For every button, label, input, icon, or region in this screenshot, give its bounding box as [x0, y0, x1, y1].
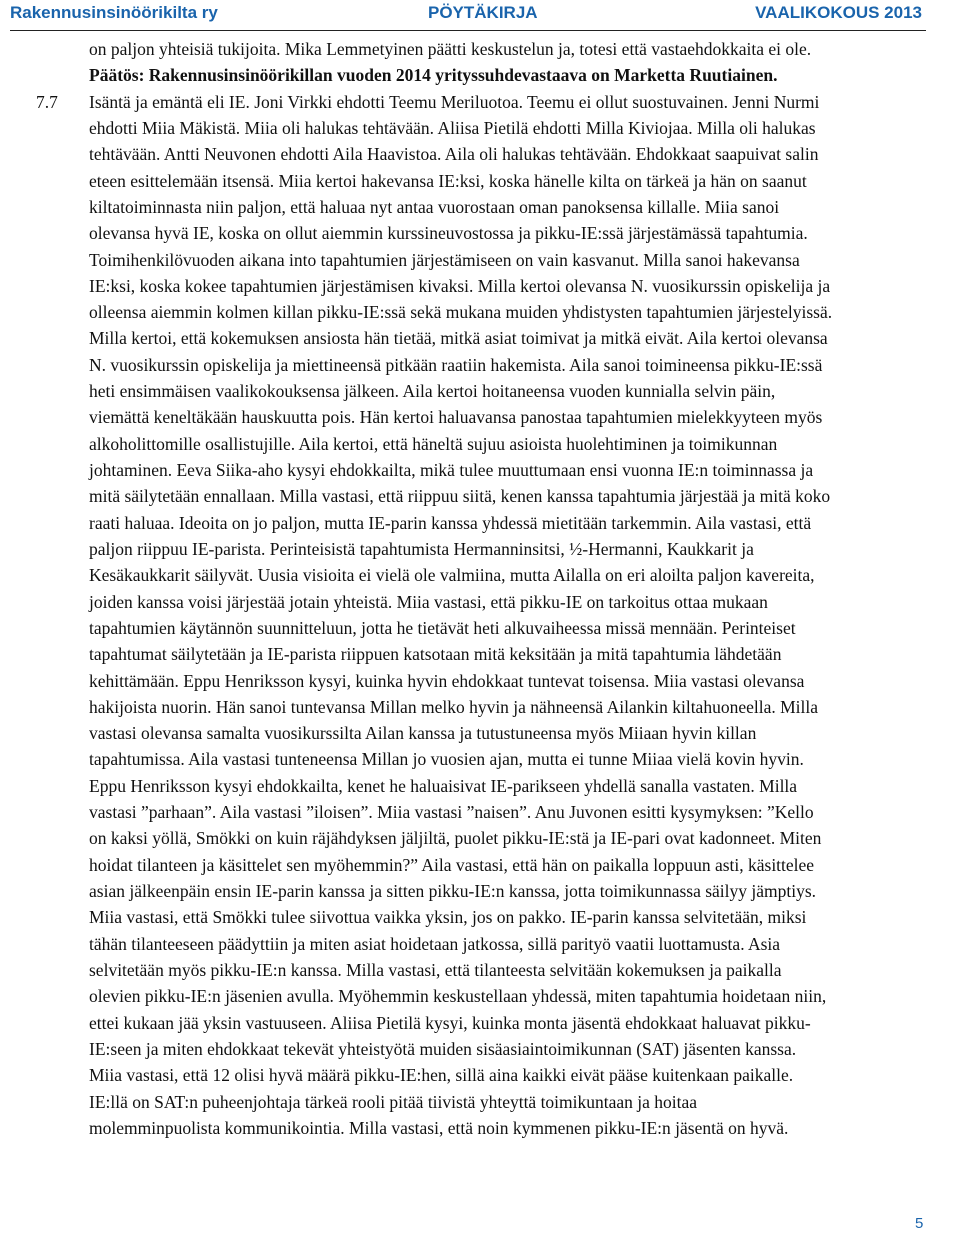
- text-line: Milla kertoi, että kokemuksen ansiosta hän tietää, mitkä asiat toimivat ja mitkä eivät. Aila kertoi olevansa: [89, 328, 828, 349]
- text-line: hoidat tilanteen ja käsittelet sen myöhemmin?” Aila vastasi, että hän on paikalla loppuun asti, käsittelee: [89, 854, 815, 875]
- text-line: IE:ksi, koska kokee tapahtumien järjestämisen kivaksi. Milla kertoi olevansa N. vuosikurssin opiskelija ja: [89, 275, 831, 296]
- text-line: Isäntä ja emäntä eli IE. Joni Virkki ehdotti Teemu Meriluotoa. Teemu ei ollut suostuvainen. Jenni Nurmi: [89, 91, 820, 112]
- text-line: vastasi olevansa samalta vuosikurssilta Ailan kanssa ja tutustuneensa myös Miiaan hyvin killan: [89, 723, 757, 744]
- text-line: hakijoista nuorin. Hän sanoi tuntevansa Millan melko hyvin ja nähneensä Ailankin kiltahuoneella. Milla: [89, 696, 819, 717]
- text-line: tapahtumissa. Aila vastasi tunteneensa Millan jo vuosien ajan, mutta ei tunne Miiaa vielä kovin hyvin.: [89, 749, 804, 770]
- text-line: mitä säilytetään ennallaan. Milla vastasi, että riippuu siitä, kenen kanssa tapahtumia järjestää ja mitä koko: [89, 486, 831, 507]
- text-line: Eppu Henriksson kysyi ehdokkailta, kenet he haluaisivat IE-parikseen yhdellä sanalla vastaten. Milla: [89, 775, 798, 796]
- text-line: kehittämään. Eppu Henriksson kysyi, kuinka hyvin ehdokkaat tuntevat toisensa. Miia vastasi olevansa: [89, 670, 805, 691]
- text-line: joiden kanssa voisi järjestää jotain yhteistä. Miia vastasi, että pikku-IE on tarkoitus ottaa mukaan: [89, 591, 768, 612]
- meeting-title: VAALIKOKOUS 2013: [755, 3, 922, 22]
- text-line: ettei kukaan jää yksin vastuuseen. Aliisa Pietilä kysyi, kuinka monta jäsentä ehdokkaat haluavat pikku-: [89, 1012, 811, 1033]
- text-line: on kaksi yöllä, Smökki on kuin räjähdyksen jäljiltä, puolet pikku-IE:stä ja IE-pari ovat kadonneet. Miten: [89, 828, 822, 849]
- text-line: vastasi ”parhaan”. Aila vastasi ”iloisen”. Miia vastasi ”naisen”. Anu Juvonen esitti kysymyksen: ”Kello: [89, 802, 814, 823]
- text-line: viemättä keneltäkään hauskuutta pois. Hän kertoi haluavansa panostaa tapahtumien mielekkyyteen myös: [89, 407, 823, 428]
- text-line: eteen esittelemään itsensä. Miia kertoi hakevansa IE:ksi, koska hänelle kilta on tärkeä ja hän on saanut: [89, 170, 807, 191]
- text-line: tehtävään. Antti Neuvonen ehdotti Aila Haavistoa. Aila oli halukas tehtävään. Ehdokkaat saapuivat salin: [89, 144, 819, 165]
- text-line: Miia vastasi, että Smökki tulee siivottua vaikka yksin, jos on pakko. IE-parin kanssa selvitetään, miksi: [89, 907, 807, 928]
- text-line: paljon riippuu IE-parista. Perinteisistä tapahtumista Hermanninsitsi, ½-Hermanni, Kaukkarit ja: [89, 538, 754, 559]
- decision-line: Päätös: Rakennusinsinöörikillan vuoden 2014 yrityssuhdevastaava on Marketta Ruutiainen.: [89, 65, 778, 86]
- text-line: IE:seen ja miten ehdokkaat tekevät yhteistyötä muiden sisäasiaintoimikunnan (SAT) jäsenten kanssa.: [89, 1038, 797, 1059]
- text-line: heti ensimmäisen vaalikokouksensa jälkeen. Aila kertoi hoitaneensa vuoden kunnialla selvin päin,: [89, 381, 776, 402]
- text-line: olevien pikku-IE:n jäsenien avulla. Myöhemmin keskustellaan yhdessä, miten tapahtumia hoidetaan niin,: [89, 986, 827, 1007]
- text-line: IE:llä on SAT:n puheenjohtaja tärkeä rooli pitää tiivistä yhteyttä toimikuntaan ja hoitaa: [89, 1091, 698, 1112]
- minutes-body: [36, 36, 959, 1141]
- header-rule: [10, 30, 926, 31]
- text-line: kiltatoiminnasta niin paljon, että haluaa nyt antaa vuorostaan oman panoksensa killalle. Miia sanoi: [89, 196, 780, 217]
- doc-type: PÖYTÄKIRJA: [428, 3, 538, 22]
- section-heading-line: [36, 89, 959, 115]
- page-number: 5: [915, 1215, 924, 1232]
- text-line: Toimihenkilövuoden aikana into tapahtumien järjestämiseen on vain kasvanut. Milla sanoi hakevansa: [89, 249, 800, 270]
- text-line: olevansa hyvä IE, koska on ollut aiemmin kurssineuvostossa ja pikku-IE:ssä järjestämässä tapahtumia.: [89, 223, 808, 244]
- org-name: Rakennusinsinöörikilta ry: [10, 3, 218, 22]
- text-line: Miia vastasi, että 12 olisi hyvä määrä pikku-IE:hen, sillä aina kaikki eivät pääse kuitenkaan paikalle.: [89, 1065, 794, 1086]
- text-line: alkoholittomille osallistujille. Aila kertoi, että häneltä sujuu asioista huolehtiminen ja toimikunnan: [89, 433, 778, 454]
- section-number: 7.7: [36, 91, 58, 112]
- text-line: molemminpuolista kommunikointia. Milla vastasi, että noin kymmenen pikku-IE:n jäsentä on hyvä.: [89, 1117, 789, 1138]
- text-line: tapahtumat säilytetään ja IE-parista riippuen katsotaan mitä keksitään ja mitä tapahtumia lähdetään: [89, 644, 782, 665]
- text-line: asian jälkeenpäin ensin IE-parin kanssa ja sitten pikku-IE:n kanssa, jotta toimikunnassa säilyy jämptiys.: [89, 881, 817, 901]
- text-line: selvitetään myös pikku-IE:n kanssa. Milla vastasi, että tilanteesta selvitään kokemuksen ja paikalla: [89, 959, 782, 980]
- text-line: olleensa aiemmin kolmen killan pikku-IE:ssä sekä mukana muiden yhdistysten tapahtumien järjestelyissä.: [89, 302, 833, 323]
- text-line: raati haluaa. Ideoita on jo paljon, mutta IE-parin kanssa yhdessä mietitään tarkemmin. Aila vastasi, että: [89, 512, 812, 533]
- text-line: Kesäkaukkarit säilyvät. Uusia visioita ei vielä ole valmiina, mutta Ailalla on eri aloilta paljon kavereita,: [89, 565, 815, 586]
- text-line: tähän tilanteeseen päädyttiin ja miten asiat hoidetaan jatkossa, sillä parityö vaatii luottamusta. Asia: [89, 933, 781, 954]
- page-header: [0, 0, 960, 30]
- text-line: johtaminen. Eeva Siika-aho kysyi ehdokkailta, mikä tulee muuttumaan ensi vuonna IE:n toiminnassa ja: [89, 460, 814, 480]
- text-line: tapahtumien käytännön suunnitteluun, jotta he tietävät heti alkuvaiheessa missä mennään. Perinteiset: [89, 617, 796, 638]
- text-line: ehdotti Miia Mäkistä. Miia oli halukas tehtävään. Aliisa Pietilä ehdotti Milla Kiviojaa. Milla oli halukas: [89, 117, 816, 138]
- text-line: on paljon yhteisiä tukijoita. Mika Lemmetyinen päätti keskustelun ja, totesi että vastaehdokkaita ei ole.: [89, 39, 812, 59]
- text-line: N. vuosikurssin opiskelija ja miettineensä pitkään raatiin hakemista. Aila sanoi toimineensa pikku-IE:ssä: [89, 354, 823, 375]
